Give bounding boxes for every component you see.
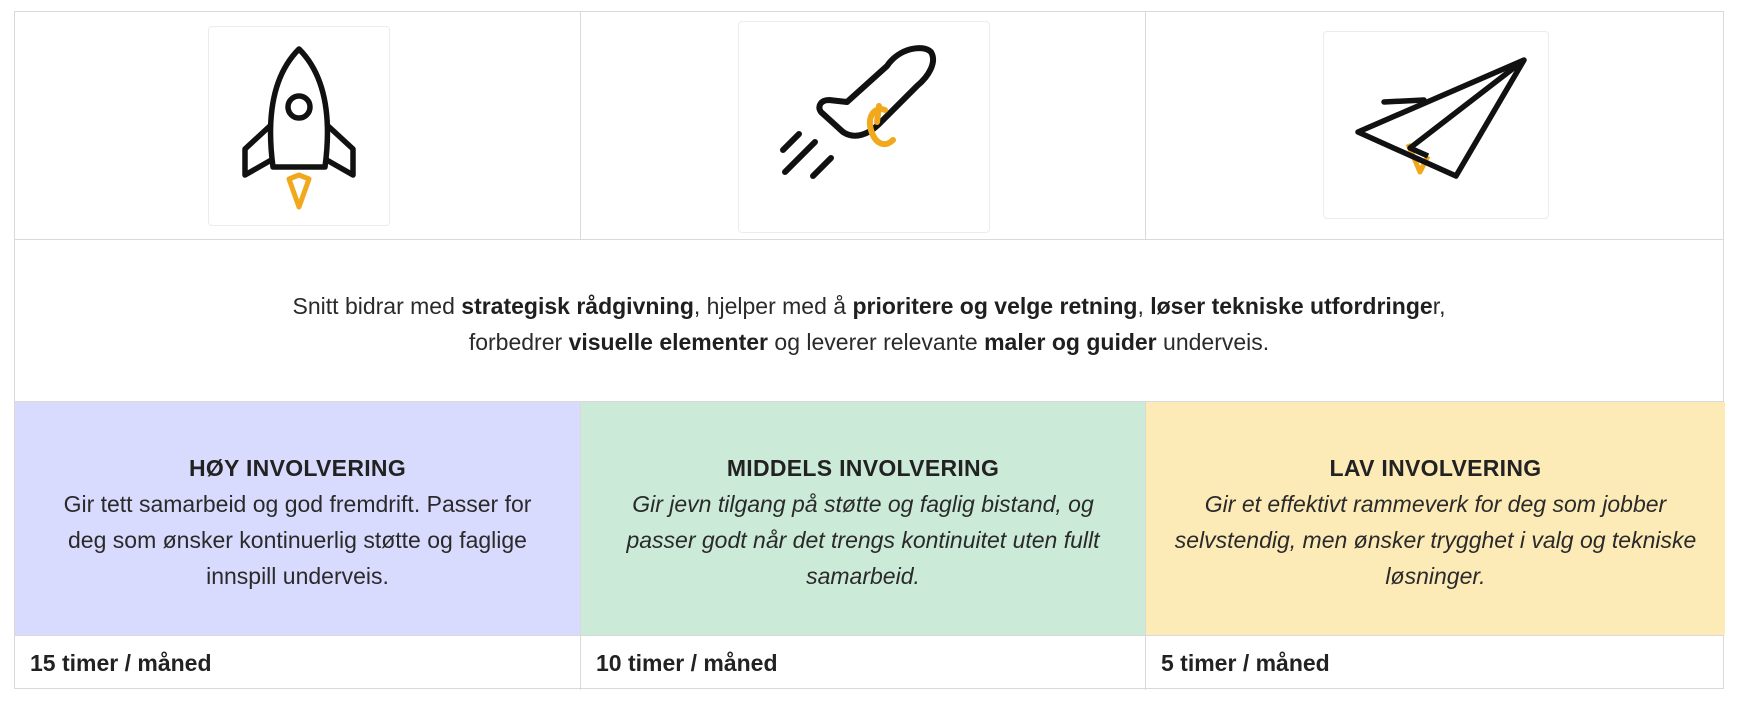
hours-cell-high — [15, 636, 580, 690]
level-title: MIDDELS INVOLVERING — [726, 455, 1000, 481]
hours-cell-medium — [580, 636, 1145, 690]
level-medium — [580, 402, 1145, 635]
desc-part: forbedrer — [468, 329, 569, 355]
description-text — [15, 288, 1723, 360]
desc-bold-loser: løser tekniske utfordringe — [1150, 293, 1433, 319]
airplane-icon — [738, 21, 990, 233]
level-title: HØY INVOLVERING — [188, 455, 407, 481]
desc-bold-maler: maler og guider — [984, 329, 1157, 355]
hours-row — [15, 636, 1723, 690]
description-row — [15, 240, 1723, 402]
desc-part: Snitt bidrar med — [292, 293, 462, 319]
icon-cell-high — [15, 12, 580, 239]
desc-bold-strategisk: strategisk rådgivning — [461, 293, 694, 319]
level-description: Gir et effektivt rammeverk for deg som jobber selvstendig, men ønsker trygghet i valg og tekniske løsninger. — [1174, 491, 1697, 589]
rocket-icon — [208, 26, 390, 226]
icon-cell-low — [1145, 12, 1725, 239]
desc-bold-visuelle: visuelle elementer — [568, 329, 769, 355]
desc-part: underveis. — [1156, 329, 1270, 355]
paper-plane-icon — [1323, 31, 1549, 219]
hours-label: 5 timer / måned — [1161, 650, 1330, 676]
desc-part: , hjelper med å — [693, 293, 853, 319]
hours-label: 10 timer / måned — [596, 650, 778, 676]
desc-part: r, — [1432, 293, 1446, 319]
level-high — [15, 402, 580, 635]
packages-table — [14, 11, 1724, 689]
hours-label: 15 timer / måned — [30, 650, 212, 676]
desc-bold-prioritere: prioritere og velge retning — [852, 293, 1138, 319]
level-description: Gir tett samarbeid og god fremdrift. Passer for deg som ønsker kontinuerlig støtte og faglige innspill underveis. — [63, 491, 532, 589]
hours-cell-low — [1145, 636, 1725, 690]
level-title: LAV INVOLVERING — [1329, 455, 1542, 481]
desc-part: , — [1137, 293, 1151, 319]
icons-row — [15, 12, 1723, 240]
level-description: Gir jevn tilgang på støtte og faglig bistand, og passer godt når det trengs kontinuitet uten fullt samarbeid. — [626, 491, 1100, 589]
icon-cell-medium — [580, 12, 1145, 239]
level-low — [1145, 402, 1725, 635]
desc-part: og leverer relevante — [768, 329, 985, 355]
levels-row — [15, 402, 1723, 636]
